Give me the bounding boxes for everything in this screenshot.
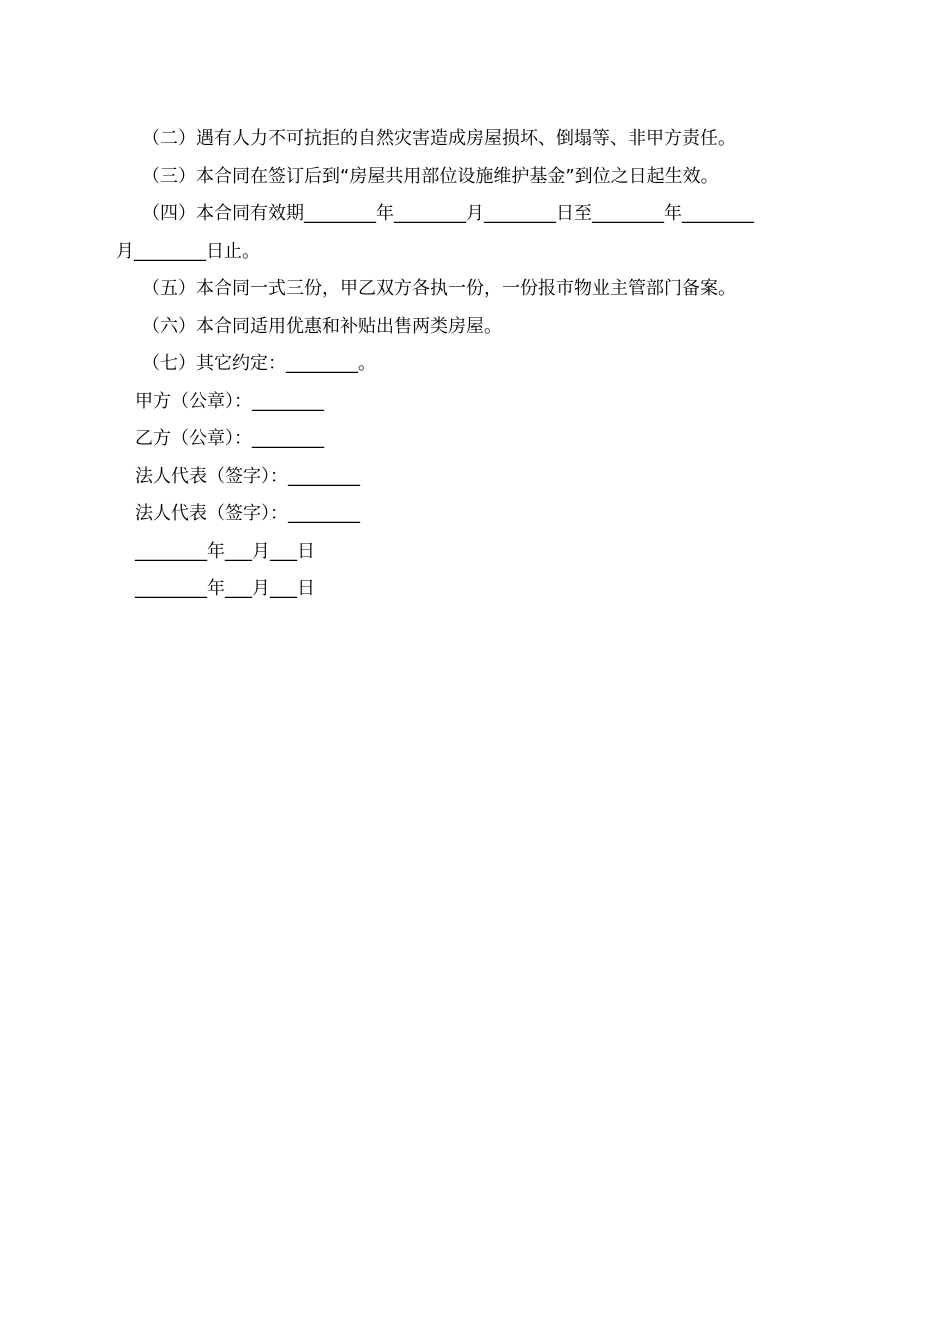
date-b: ________年___月___日 <box>135 578 315 599</box>
clause-4: （四）本合同有效期________年________月________日至________年________ <box>142 203 754 224</box>
clause-6: （六）本合同适用优惠和补贴出售两类房屋。 <box>142 315 502 337</box>
date-a: ________年___月___日 <box>135 540 315 562</box>
clause-5: （五）本合同一式三份，甲乙双方各执一份，一份报市物业主管部门备案。 <box>142 278 736 299</box>
legal-rep-signature-b: 法人代表（签字）：________ <box>135 503 360 524</box>
clause-4-continued: 月________日止。 <box>116 240 260 262</box>
contract-clauses <box>116 120 838 608</box>
clause-3: （三）本合同在签订后到“房屋共用部位设施维护基金”到位之日起生效。 <box>142 165 719 187</box>
legal-rep-signature-a: 法人代表（签字）：________ <box>135 465 360 487</box>
clause-2: （二）遇有人力不可抗拒的自然灾害造成房屋损坏、倒塌等、非甲方责任。 <box>142 128 736 149</box>
party-a-seal: 甲方（公章）：________ <box>135 390 324 412</box>
party-b-seal: 乙方（公章）：________ <box>135 428 324 449</box>
clause-7: （七）其它约定：________。 <box>142 353 376 374</box>
signature-block <box>116 383 838 608</box>
